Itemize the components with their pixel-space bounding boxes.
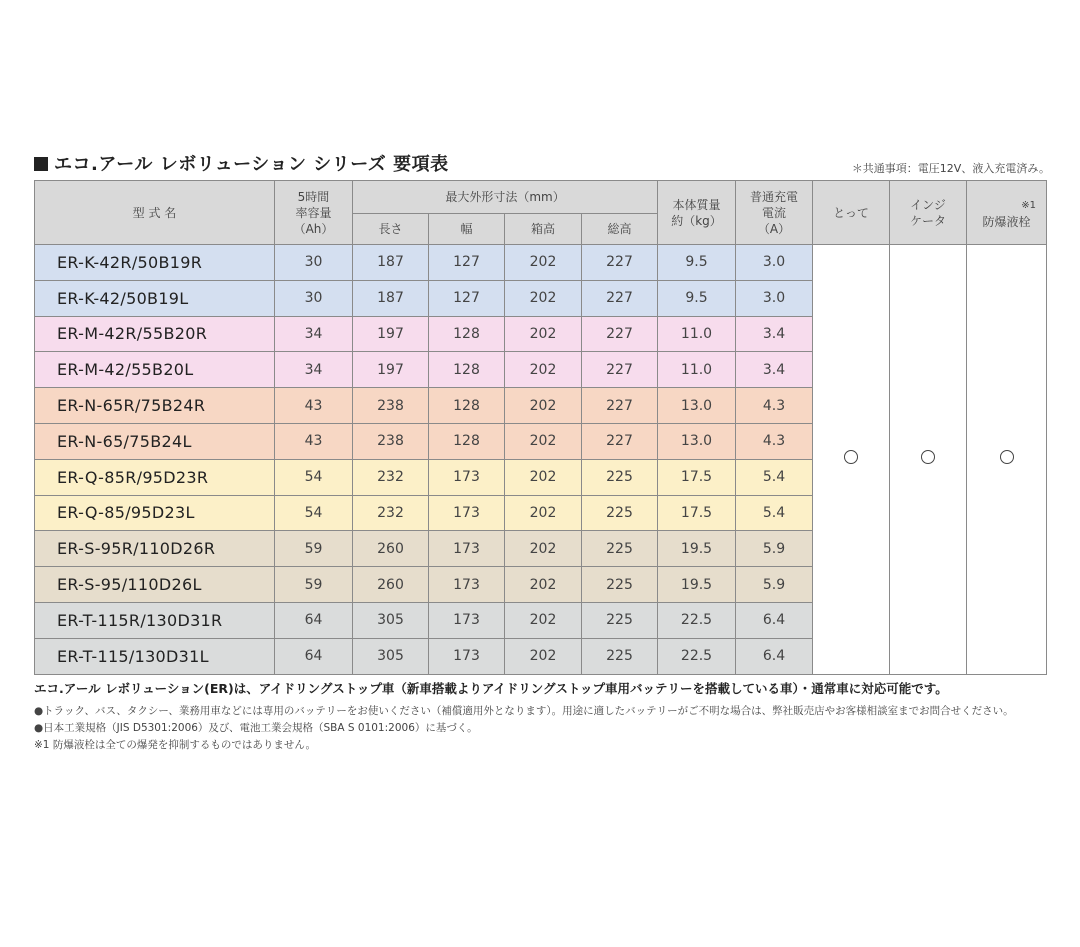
current-cell: 6.4 bbox=[736, 638, 813, 674]
title-text: エコ.アール レボリューション シリーズ 要項表 bbox=[54, 154, 449, 175]
model-cell: ER-T-115/130D31L bbox=[35, 638, 275, 674]
mass-cell: 13.0 bbox=[658, 423, 736, 459]
total-height-cell: 225 bbox=[582, 459, 658, 495]
width-cell: 127 bbox=[429, 245, 505, 281]
length-cell: 238 bbox=[353, 423, 429, 459]
current-cell: 6.4 bbox=[736, 602, 813, 638]
capacity-cell: 64 bbox=[275, 638, 353, 674]
circle-mark-icon bbox=[1000, 450, 1014, 464]
capacity-cell: 43 bbox=[275, 388, 353, 424]
circle-mark-icon bbox=[844, 450, 858, 464]
box-height-cell: 202 bbox=[505, 423, 582, 459]
total-height-cell: 225 bbox=[582, 495, 658, 531]
mass-cell: 13.0 bbox=[658, 388, 736, 424]
circle-mark-icon bbox=[921, 450, 935, 464]
handle-feature-cell bbox=[813, 245, 890, 675]
capacity-cell: 34 bbox=[275, 316, 353, 352]
width-cell: 128 bbox=[429, 352, 505, 388]
capacity-cell: 64 bbox=[275, 602, 353, 638]
model-cell: ER-S-95/110D26L bbox=[35, 567, 275, 603]
total-height-cell: 227 bbox=[582, 388, 658, 424]
model-cell: ER-K-42R/50B19R bbox=[35, 245, 275, 281]
plug-feature-cell bbox=[967, 245, 1047, 675]
current-cell: 3.4 bbox=[736, 352, 813, 388]
current-cell: 4.3 bbox=[736, 388, 813, 424]
box-height-cell: 202 bbox=[505, 638, 582, 674]
box-height-cell: 202 bbox=[505, 388, 582, 424]
header-total-height: 総高 bbox=[582, 214, 658, 245]
box-height-cell: 202 bbox=[505, 316, 582, 352]
mass-cell: 11.0 bbox=[658, 316, 736, 352]
model-cell: ER-N-65/75B24L bbox=[35, 423, 275, 459]
box-height-cell: 202 bbox=[505, 602, 582, 638]
box-height-cell: 202 bbox=[505, 280, 582, 316]
header-handle: とって bbox=[813, 181, 890, 245]
model-cell: ER-K-42/50B19L bbox=[35, 280, 275, 316]
indicator-feature-cell bbox=[890, 245, 967, 675]
length-cell: 232 bbox=[353, 459, 429, 495]
total-height-cell: 227 bbox=[582, 280, 658, 316]
length-cell: 197 bbox=[353, 316, 429, 352]
total-height-cell: 227 bbox=[582, 316, 658, 352]
total-height-cell: 225 bbox=[582, 638, 658, 674]
model-cell: ER-Q-85R/95D23R bbox=[35, 459, 275, 495]
square-bullet-icon bbox=[34, 157, 48, 171]
header-plug: ※1 防爆液栓 bbox=[967, 181, 1047, 245]
standard-note: ●日本工業規格（JIS D5301:2006）及び、電池工業会規格（SBA S 0101:2006）に基づく。 bbox=[34, 722, 478, 734]
length-cell: 238 bbox=[353, 388, 429, 424]
capacity-cell: 54 bbox=[275, 495, 353, 531]
compatibility-note: エコ.アール レボリューション(ER)は、アイドリングストップ車（新車搭載よりアイドリングストップ車用バッテリーを搭載している車）・通常車に対応可能です。 bbox=[34, 681, 948, 696]
header-mass: 本体質量 約（kg） bbox=[658, 181, 736, 245]
capacity-cell: 30 bbox=[275, 245, 353, 281]
length-cell: 305 bbox=[353, 602, 429, 638]
current-cell: 3.0 bbox=[736, 245, 813, 281]
header-width: 幅 bbox=[429, 214, 505, 245]
header-length: 長さ bbox=[353, 214, 429, 245]
capacity-cell: 59 bbox=[275, 531, 353, 567]
current-cell: 5.9 bbox=[736, 567, 813, 603]
total-height-cell: 225 bbox=[582, 567, 658, 603]
total-height-cell: 225 bbox=[582, 602, 658, 638]
header-box-height: 箱高 bbox=[505, 214, 582, 245]
header-indicator: インジ ケータ bbox=[890, 181, 967, 245]
length-cell: 260 bbox=[353, 531, 429, 567]
width-cell: 173 bbox=[429, 459, 505, 495]
box-height-cell: 202 bbox=[505, 531, 582, 567]
common-note: ＊共通事項：電圧12V、液入充電済み。 bbox=[851, 162, 1050, 175]
mass-cell: 22.5 bbox=[658, 638, 736, 674]
mass-cell: 22.5 bbox=[658, 602, 736, 638]
current-cell: 5.4 bbox=[736, 495, 813, 531]
header-capacity: 5時間 率容量 （Ah） bbox=[275, 181, 353, 245]
length-cell: 305 bbox=[353, 638, 429, 674]
mass-cell: 19.5 bbox=[658, 531, 736, 567]
mass-cell: 9.5 bbox=[658, 245, 736, 281]
current-cell: 5.9 bbox=[736, 531, 813, 567]
capacity-cell: 59 bbox=[275, 567, 353, 603]
width-cell: 173 bbox=[429, 602, 505, 638]
model-cell: ER-T-115R/130D31R bbox=[35, 602, 275, 638]
width-cell: 128 bbox=[429, 423, 505, 459]
width-cell: 173 bbox=[429, 495, 505, 531]
box-height-cell: 202 bbox=[505, 245, 582, 281]
mass-cell: 9.5 bbox=[658, 280, 736, 316]
box-height-cell: 202 bbox=[505, 352, 582, 388]
spec-table bbox=[34, 180, 1047, 675]
length-cell: 197 bbox=[353, 352, 429, 388]
page-title bbox=[34, 150, 449, 176]
total-height-cell: 227 bbox=[582, 352, 658, 388]
current-cell: 5.4 bbox=[736, 459, 813, 495]
box-height-cell: 202 bbox=[505, 459, 582, 495]
box-height-cell: 202 bbox=[505, 495, 582, 531]
header-model: 型 式 名 bbox=[35, 181, 275, 245]
capacity-cell: 30 bbox=[275, 280, 353, 316]
notes-section bbox=[34, 679, 1054, 754]
width-cell: 173 bbox=[429, 638, 505, 674]
current-cell: 4.3 bbox=[736, 423, 813, 459]
width-cell: 128 bbox=[429, 388, 505, 424]
length-cell: 260 bbox=[353, 567, 429, 603]
current-cell: 3.4 bbox=[736, 316, 813, 352]
table-row bbox=[35, 245, 1047, 281]
length-cell: 232 bbox=[353, 495, 429, 531]
header-current: 普通充電 電流 （A） bbox=[736, 181, 813, 245]
total-height-cell: 227 bbox=[582, 245, 658, 281]
model-cell: ER-M-42/55B20L bbox=[35, 352, 275, 388]
box-height-cell: 202 bbox=[505, 567, 582, 603]
usage-note: ●トラック、バス、タクシー、業務用車などには専用のバッテリーをお使いください（補償適用外となります）。用途に適したバッテリーがご不明な場合は、弊社販売店やお客様相談室までお問合せください。 bbox=[34, 705, 1014, 717]
header-dimensions: 最大外形寸法（mm） bbox=[353, 181, 658, 214]
current-cell: 3.0 bbox=[736, 280, 813, 316]
mass-cell: 11.0 bbox=[658, 352, 736, 388]
capacity-cell: 34 bbox=[275, 352, 353, 388]
width-cell: 173 bbox=[429, 567, 505, 603]
width-cell: 127 bbox=[429, 280, 505, 316]
width-cell: 173 bbox=[429, 531, 505, 567]
mass-cell: 17.5 bbox=[658, 459, 736, 495]
model-cell: ER-N-65R/75B24R bbox=[35, 388, 275, 424]
length-cell: 187 bbox=[353, 280, 429, 316]
capacity-cell: 43 bbox=[275, 423, 353, 459]
model-cell: ER-M-42R/55B20R bbox=[35, 316, 275, 352]
model-cell: ER-S-95R/110D26R bbox=[35, 531, 275, 567]
capacity-cell: 54 bbox=[275, 459, 353, 495]
total-height-cell: 225 bbox=[582, 531, 658, 567]
mass-cell: 17.5 bbox=[658, 495, 736, 531]
total-height-cell: 227 bbox=[582, 423, 658, 459]
length-cell: 187 bbox=[353, 245, 429, 281]
model-cell: ER-Q-85/95D23L bbox=[35, 495, 275, 531]
mass-cell: 19.5 bbox=[658, 567, 736, 603]
width-cell: 128 bbox=[429, 316, 505, 352]
plug-footnote: ※1 防爆液栓は全ての爆発を抑制するものではありません。 bbox=[34, 739, 316, 751]
